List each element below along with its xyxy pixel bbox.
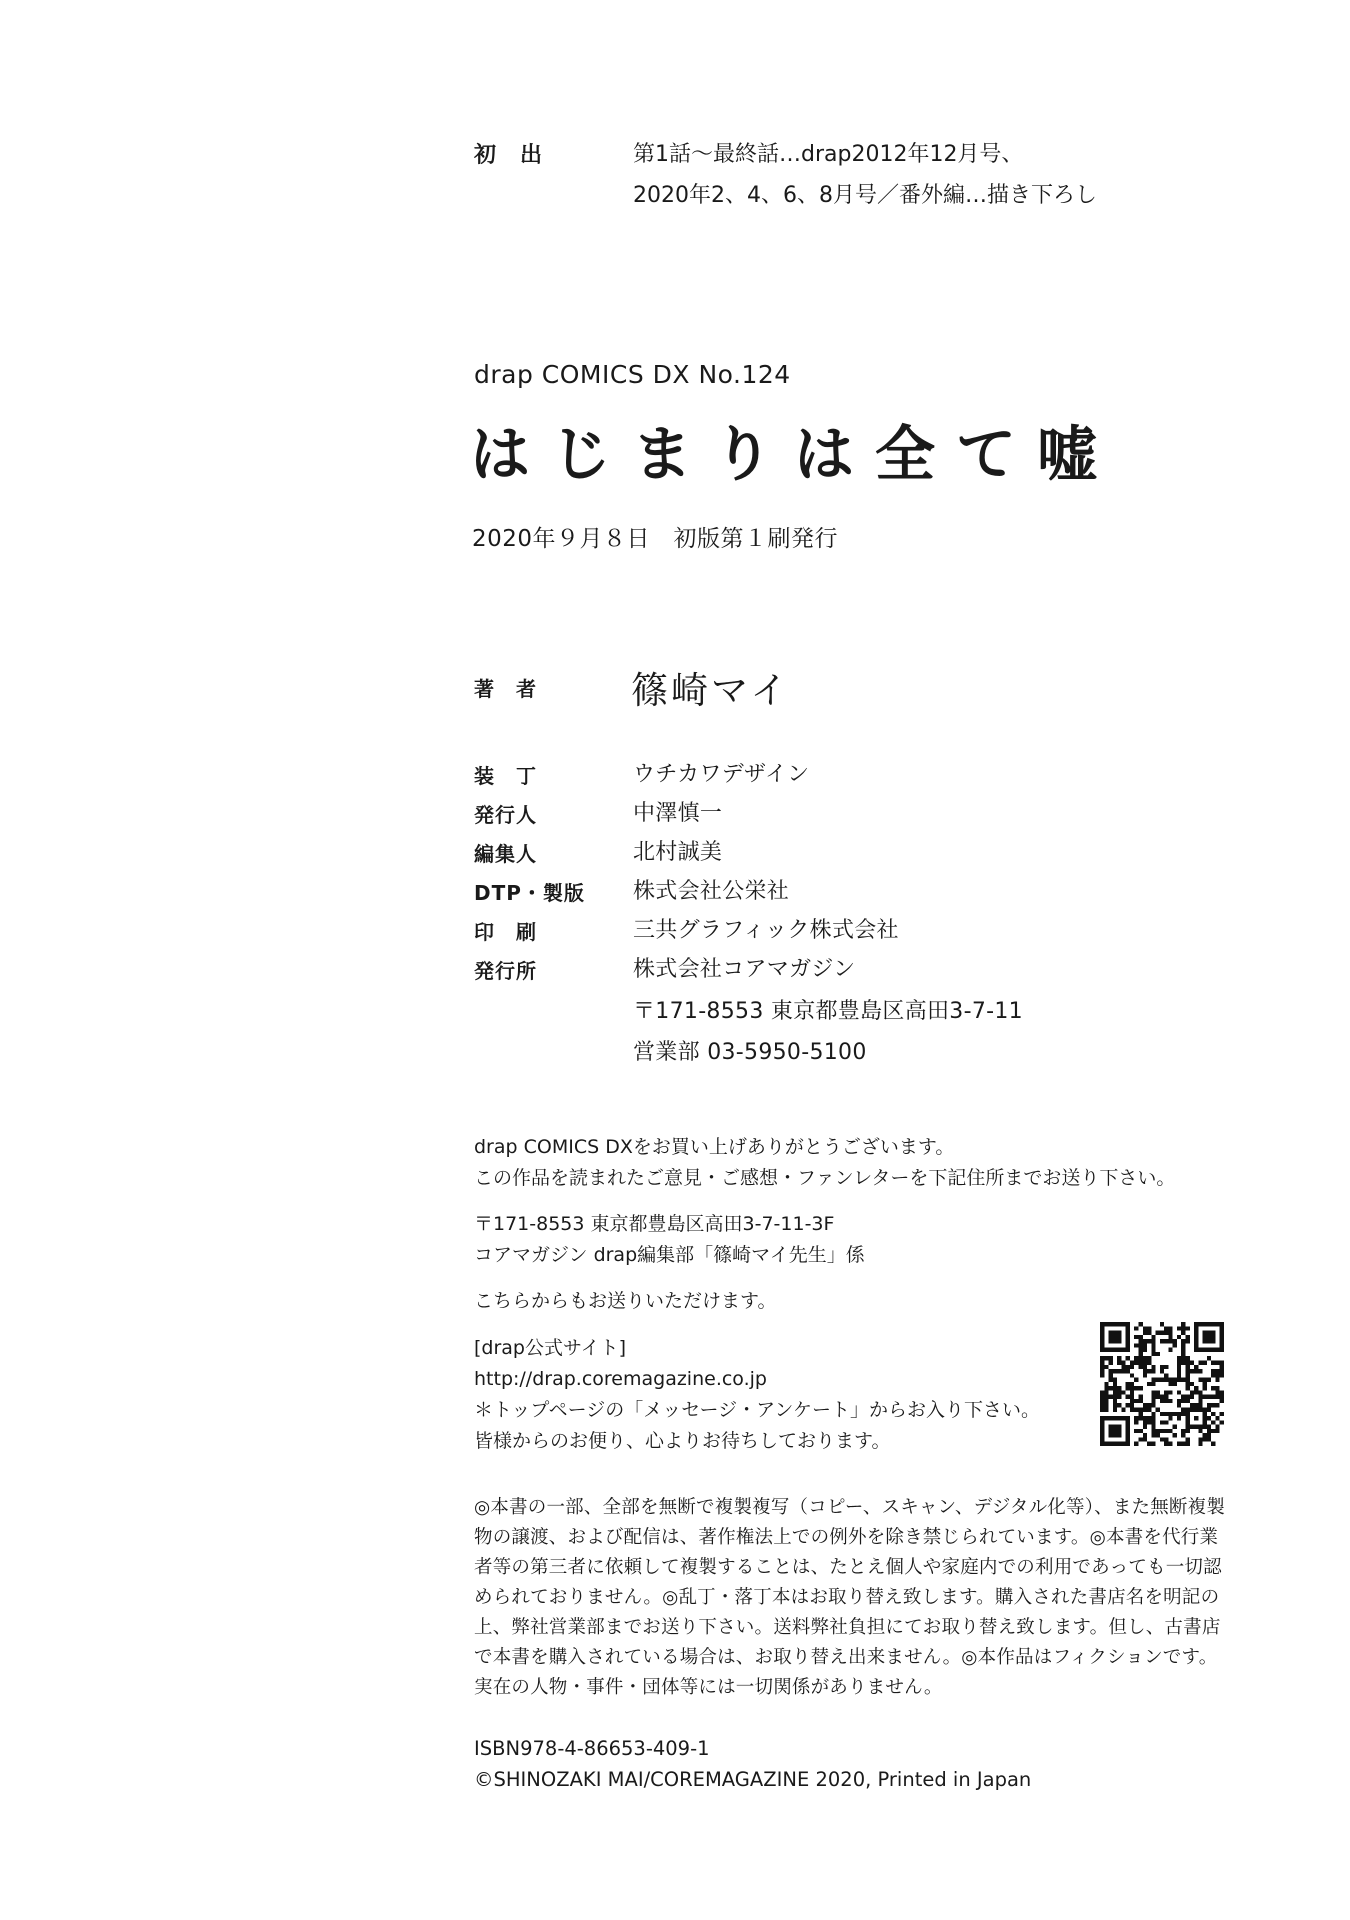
- credit-label-publisher: 発行人: [474, 803, 537, 827]
- legal-notice: ◎本書の一部、全部を無断で複製複写（コピー、スキャン、デジタル化等）、また無断複製物の譲渡、および配信は、著作権法上での例外を除き禁じられています。◎本書を代行業者等の第三者に依頼して複製することは、たとえ個人や家庭内での利用であっても一切認められておりません。◎乱丁・落丁本はお取り替え致します。購入された書店名を明記の上、弊社営業部までお送り下さい。送料弊社負担にてお取り替え致します。但し、古書店で本書を購入されている場合は、お取り替え出来ません。◎本作品はフィクションです。実在の人物・事件・団体等には一切関係がありません。: [474, 1497, 1226, 1698]
- credit-value-publishing-house: 株式会社コアマガジン: [633, 957, 856, 982]
- series-label: drap COMICS DX No.124: [474, 360, 791, 389]
- website-url[interactable]: http://drap.coremagazine.co.jp: [474, 1368, 767, 1390]
- credit-value-dtp: 株式会社公栄社: [633, 879, 790, 904]
- isbn: ISBN978-4-86653-409-1: [474, 1737, 710, 1760]
- credit-value-publisher: 中澤慎一: [633, 801, 723, 826]
- book-title: はじまりは全て嘘: [470, 420, 1118, 490]
- author-label: 著 者: [474, 677, 537, 701]
- credit-label-dtp: DTP・製版: [474, 881, 585, 905]
- credit-label-editor: 編集人: [474, 842, 537, 866]
- thanks-line-2: この作品を読まれたご意見・ご感想・ファンレターを下記住所までお送り下さい。: [474, 1167, 1176, 1189]
- fan-mail-address-line-1: 〒171-8553 東京都豊島区高田3-7-11-3F: [474, 1213, 835, 1235]
- credit-value-design: ウチカワデザイン: [633, 762, 810, 787]
- qr-code-icon[interactable]: [1100, 1322, 1224, 1446]
- publisher-address: 〒171-8553 東京都豊島区高田3-7-11: [633, 999, 1023, 1024]
- copyright: ©SHINOZAKI MAI/COREMAGAZINE 2020, Printed in Japan: [474, 1768, 1032, 1791]
- credit-label-printing: 印 刷: [474, 920, 537, 944]
- website-note: ＊トップページの「メッセージ・アンケート」からお入り下さい。: [474, 1399, 1041, 1421]
- credit-value-editor: 北村誠美: [633, 840, 723, 865]
- author-name: 篠崎マイ: [631, 669, 791, 712]
- credit-value-printing: 三共グラフィック株式会社: [633, 918, 899, 943]
- credit-label-publishing-house: 発行所: [474, 959, 537, 983]
- first-appearance-line-1: 第1話～最終話…drap2012年12月号、: [633, 142, 1024, 167]
- first-appearance-line-2: 2020年2、4、6、8月号／番外編…描き下ろし: [633, 183, 1097, 208]
- website-closing: 皆様からのお便り、心よりお待ちしております。: [474, 1430, 891, 1452]
- thanks-line-1: drap COMICS DXをお買い上げありがとうございます。: [474, 1136, 955, 1158]
- fan-mail-address-line-2: コアマガジン drap編集部「篠崎マイ先生」係: [474, 1244, 865, 1266]
- credit-label-design: 装 丁: [474, 764, 537, 788]
- publication-date: 2020年９月８日 初版第１刷発行: [472, 526, 839, 552]
- website-label: [drap公式サイト]: [474, 1337, 627, 1359]
- publisher-phone: 営業部 03-5950-5100: [633, 1040, 867, 1065]
- first-appearance-label: 初 出: [474, 143, 544, 168]
- also-send-note: こちらからもお送りいただけます。: [474, 1290, 777, 1312]
